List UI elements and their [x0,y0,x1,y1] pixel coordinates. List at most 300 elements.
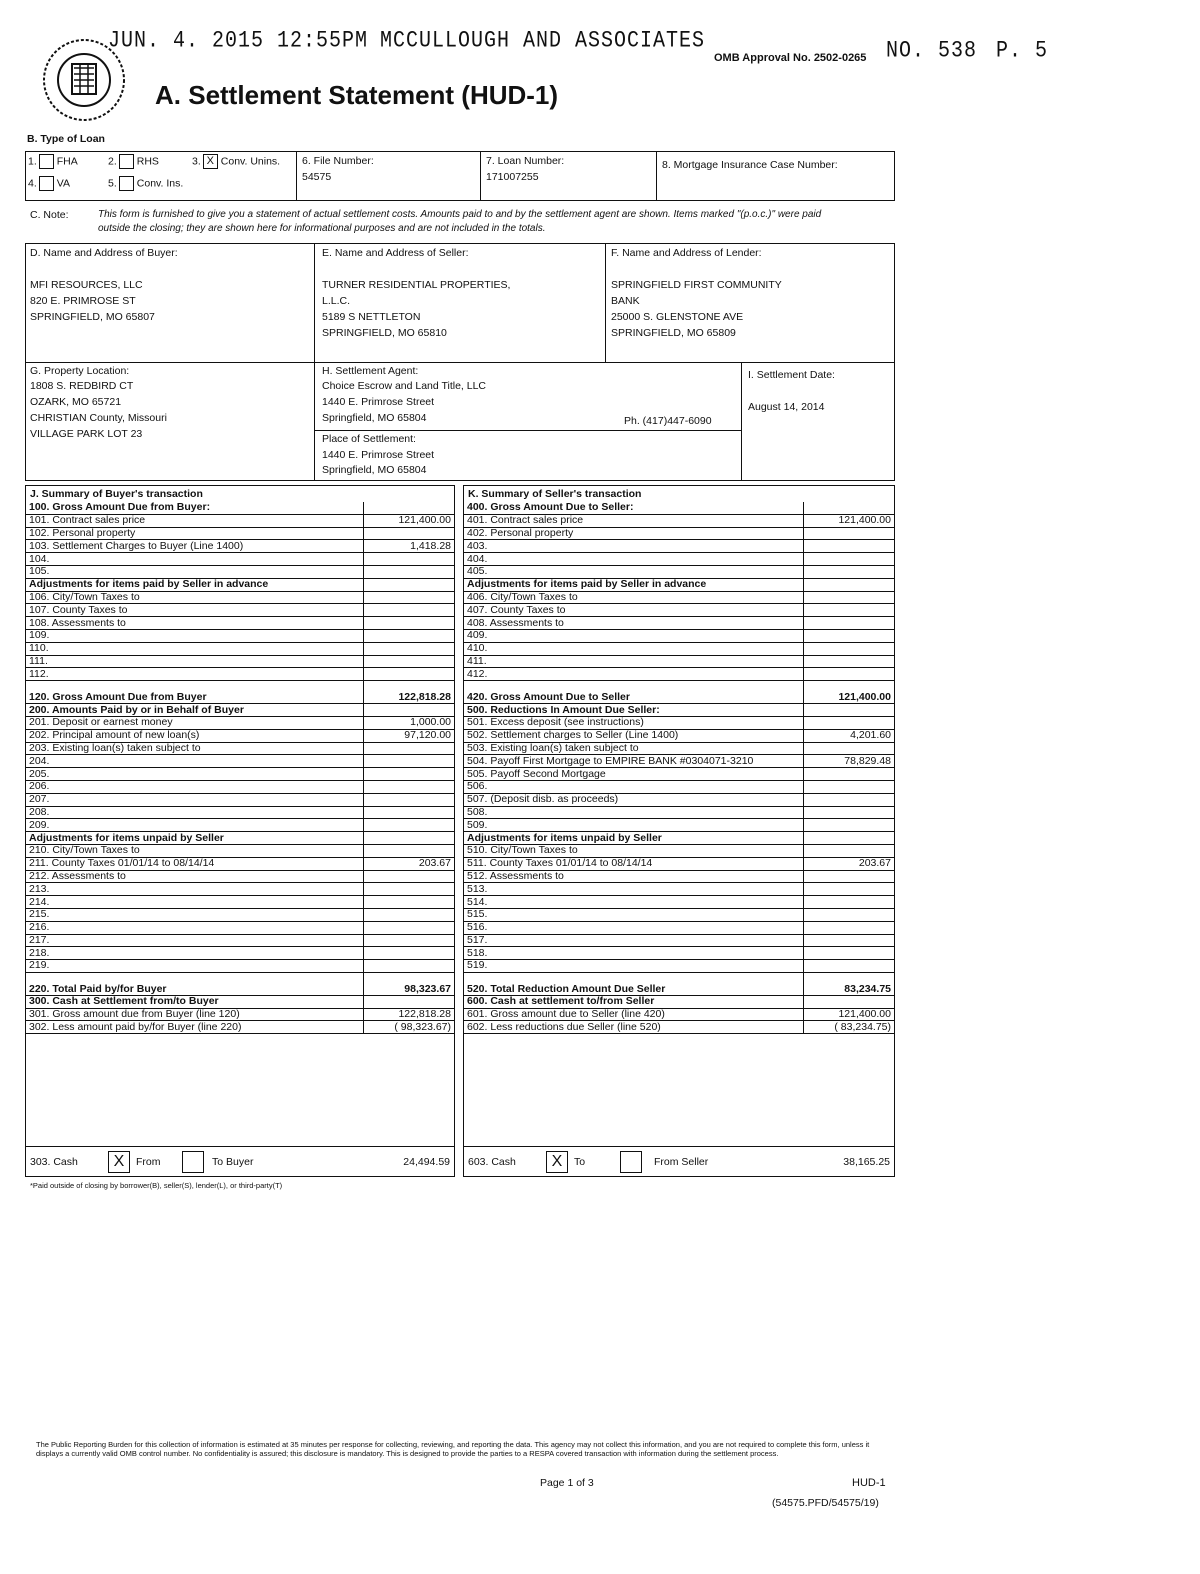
row-amount [364,832,455,845]
agent-label: H. Settlement Agent: [322,365,419,377]
summary-row [26,972,454,995]
row-amount [804,553,895,566]
row-label: 601. Gross amount due to Seller (line 420) [464,1008,804,1021]
row-amount [364,780,455,793]
summary-row [464,806,894,819]
row-amount: 122,818.28 [364,681,455,704]
row-label: 600. Cash at settlement to/from Seller [464,995,804,1008]
summary-row [464,617,894,630]
row-amount [364,844,455,857]
summary-row [464,870,894,883]
row-label: 204. [26,755,364,768]
summary-row [464,960,894,973]
row-label: 104. [26,553,364,566]
summary-row [464,629,894,642]
row-label: 502. Settlement charges to Seller (Line 1400) [464,729,804,742]
fax-sender: MCCULLOUGH AND ASSOCIATES [380,28,706,55]
row-label: 212. Assessments to [26,870,364,883]
summary-row [26,780,454,793]
agent-line-1: Choice Escrow and Land Title, LLC [322,380,487,392]
summary-row [464,578,894,591]
row-amount [804,934,895,947]
seller-cash-to-checkbox[interactable]: X [546,1151,568,1173]
summary-row [26,832,454,845]
summary-row [464,819,894,832]
row-label: 205. [26,768,364,781]
seller-cash-from-checkbox[interactable] [620,1151,642,1173]
summary-row [26,716,454,729]
row-label: 203. Existing loan(s) taken subject to [26,742,364,755]
row-label: 300. Cash at Settlement from/to Buyer [26,995,364,1008]
row-amount [804,947,895,960]
summary-row [26,960,454,973]
row-amount [364,819,455,832]
summary-row [464,1008,894,1021]
summary-row [26,540,454,553]
row-amount [804,704,895,717]
summary-row [464,681,894,704]
summary-row [464,972,894,995]
summary-row [26,768,454,781]
row-amount [804,995,895,1008]
row-amount: 122,818.28 [364,1008,455,1021]
note-text: This form is furnished to give you a statement of actual settlement costs. Amounts paid to and by the settlement agent are shown. Items marked "(p.o.c.)" were paid outside the closing; they are shown here for informational purposes and are not included in the totals. [98,209,822,234]
summary-row [26,947,454,960]
summary-row [26,578,454,591]
row-label: Adjustments for items paid by Seller in advance [464,578,804,591]
seller-label: E. Name and Address of Seller: [322,247,469,259]
fax-timestamp: JUN. 4. 2015 12:55PM [108,28,369,55]
row-amount [364,883,455,896]
row-amount [364,629,455,642]
row-label: 220. Total Paid by/for Buyer [26,972,364,995]
row-label: 404. [464,553,804,566]
row-label: 503. Existing loan(s) taken subject to [464,742,804,755]
summary-row [26,527,454,540]
row-label: 100. Gross Amount Due from Buyer: [26,502,364,514]
row-amount [804,870,895,883]
row-amount [364,553,455,566]
summary-row [26,514,454,527]
row-amount [804,883,895,896]
row-amount [364,742,455,755]
row-label: 400. Gross Amount Due to Seller: [464,502,804,514]
summary-row [464,908,894,921]
property-line-1: 1808 S. REDBIRD CT [30,380,134,392]
summary-row [464,704,894,717]
row-label: 210. City/Town Taxes to [26,844,364,857]
row-label: 520. Total Reduction Amount Due Seller [464,972,804,995]
row-label: 420. Gross Amount Due to Seller [464,681,804,704]
row-label: 515. [464,908,804,921]
row-amount: 98,323.67 [364,972,455,995]
row-amount [364,995,455,1008]
row-label: 106. City/Town Taxes to [26,591,364,604]
lender-line-4: SPRINGFIELD, MO 65809 [611,327,736,339]
row-amount [804,960,895,973]
agent-line-2: 1440 E. Primrose Street [322,396,435,408]
row-amount [364,755,455,768]
row-label: 507. (Deposit disb. as proceeds) [464,793,804,806]
loan-option-conv-unins[interactable]: 3. X Conv. Unins. [192,155,281,168]
row-label: 201. Deposit or earnest money [26,716,364,729]
row-label: 112. [26,668,364,681]
summary-row [464,934,894,947]
row-amount [804,896,895,909]
row-amount [364,768,455,781]
row-label: 103. Settlement Charges to Buyer (Line 1400) [26,540,364,553]
row-amount: 121,400.00 [804,681,895,704]
row-label: 512. Assessments to [464,870,804,883]
row-label: 403. [464,540,804,553]
row-amount [364,527,455,540]
property-label: G. Property Location: [30,365,130,377]
summary-row [26,995,454,1008]
summary-row [26,629,454,642]
buyer-summary-table [26,502,454,1034]
row-label: Adjustments for items unpaid by Seller [464,832,804,845]
row-label: 111. [26,655,364,668]
row-label: 202. Principal amount of new loan(s) [26,729,364,742]
fax-number: NO. 538 [886,38,978,65]
summary-row [26,934,454,947]
seller-cash-row [464,1146,894,1177]
row-label: 506. [464,780,804,793]
row-amount [804,793,895,806]
row-label: 509. [464,819,804,832]
summary-row [26,565,454,578]
summary-row [26,896,454,909]
row-label: 406. City/Town Taxes to [464,591,804,604]
row-amount [804,502,895,514]
row-label: 206. [26,780,364,793]
row-amount: 121,400.00 [804,514,895,527]
row-amount [804,844,895,857]
row-amount: 121,400.00 [804,1008,895,1021]
summary-row [26,681,454,704]
summary-row [26,604,454,617]
row-amount [804,655,895,668]
row-label: 514. [464,896,804,909]
row-label: 102. Personal property [26,527,364,540]
row-amount [364,617,455,630]
summary-row [26,755,454,768]
summary-row [464,921,894,934]
row-label: 519. [464,960,804,973]
row-label: 508. [464,806,804,819]
row-label: 110. [26,642,364,655]
file-number-label: 6. File Number: [302,155,374,167]
place-line-1: 1440 E. Primrose Street [322,449,435,461]
buyer-line-2: 820 E. PRIMROSE ST [30,295,136,307]
summary-row [464,502,894,514]
seller-line-4: SPRINGFIELD, MO 65810 [322,327,447,339]
form-id: HUD-1 [852,1477,886,1489]
row-amount [804,921,895,934]
mortgage-insurance-case-label: 8. Mortgage Insurance Case Number: [662,159,838,171]
summary-row [26,1021,454,1034]
summary-row [26,908,454,921]
row-label: 516. [464,921,804,934]
row-amount [804,565,895,578]
row-amount [804,527,895,540]
seller-cash-from-label: From Seller [654,1156,709,1168]
row-amount [804,908,895,921]
summary-row [464,832,894,845]
summary-row [26,742,454,755]
page-title: A. Settlement Statement (HUD-1) [155,80,559,110]
buyer-summary-heading: J. Summary of Buyer's transaction [30,488,203,500]
row-amount [364,565,455,578]
parties-block [25,243,895,481]
lender-line-2: BANK [611,295,640,307]
row-label: 217. [26,934,364,947]
row-label: 412. [464,668,804,681]
summary-row [464,844,894,857]
row-amount [804,604,895,617]
summary-row [464,742,894,755]
row-amount: 203.67 [364,857,455,870]
row-label: 411. [464,655,804,668]
summary-row [464,591,894,604]
row-amount [804,742,895,755]
row-label: 401. Contract sales price [464,514,804,527]
row-amount [804,642,895,655]
hud-seal-icon [38,34,130,126]
summary-row [464,793,894,806]
loan-number-label: 7. Loan Number: [486,155,565,167]
summary-row [26,704,454,717]
summary-row [464,642,894,655]
summary-row [26,642,454,655]
loan-number: 171007255 [486,171,539,183]
loan-type-heading: B. Type of Loan [27,133,105,145]
summary-row [464,857,894,870]
summary-row [26,793,454,806]
row-amount [364,908,455,921]
loan-option-fha[interactable]: 1. FHA [28,155,78,168]
row-amount [804,832,895,845]
summary-row [464,780,894,793]
row-amount [804,578,895,591]
buyer-cash-from-label: From [136,1156,161,1168]
row-label: 302. Less amount paid by/for Buyer (line 220) [26,1021,364,1034]
row-amount: 97,120.00 [364,729,455,742]
summary-row [26,1008,454,1021]
row-label: 301. Gross amount due from Buyer (line 120) [26,1008,364,1021]
buyer-cash-label: 303. Cash [30,1156,78,1168]
summary-row [464,565,894,578]
seller-line-3: 5189 S NETTLETON [322,311,421,323]
page-number: Page 1 of 3 [540,1477,594,1489]
row-label: 216. [26,921,364,934]
row-label: 208. [26,806,364,819]
paid-outside-note: *Paid outside of closing by borrower(B), seller(S), lender(L), or third-party(T) [30,1181,283,1190]
row-amount: 1,000.00 [364,716,455,729]
seller-line-1: TURNER RESIDENTIAL PROPERTIES, [322,279,511,291]
row-amount: 78,829.48 [804,755,895,768]
property-line-4: VILLAGE PARK LOT 23 [30,428,143,440]
row-amount: ( 98,323.67) [364,1021,455,1034]
fax-page: P. 5 [996,38,1049,65]
row-label: Adjustments for items unpaid by Seller [26,832,364,845]
row-label: 218. [26,947,364,960]
row-label: 105. [26,565,364,578]
row-amount [804,819,895,832]
lender-line-1: SPRINGFIELD FIRST COMMUNITY [611,279,782,291]
row-label: 402. Personal property [464,527,804,540]
summary-row [464,755,894,768]
summary-row [26,655,454,668]
buyer-label: D. Name and Address of Buyer: [30,247,178,259]
row-label: 408. Assessments to [464,617,804,630]
row-amount [364,578,455,591]
burden-statement: The Public Reporting Burden for this collection of information is estimated at 35 minutes per response for collecting, reviewing, and reporting the data. This agency may not collect this information, and you are not required to complete this form, unless it displays a currently valid OMB control number. No confidentiality is assured; this disclosure is mandatory. This is designed to provide the parties to a RESPA covered transaction with information during the settlement process. [36,1440,870,1458]
row-amount [364,960,455,973]
summary-row [464,527,894,540]
summary-row [26,668,454,681]
row-label: 207. [26,793,364,806]
row-amount: 203.67 [804,857,895,870]
loan-option-va[interactable]: 4. VA [28,177,70,190]
row-label: 108. Assessments to [26,617,364,630]
buyer-cash-row [26,1146,454,1177]
summary-row [464,668,894,681]
row-label: 505. Payoff Second Mortgage [464,768,804,781]
summary-row [26,844,454,857]
form-code: (54575.PFD/54575/19) [772,1497,879,1509]
agent-phone: Ph. (417)447-6090 [624,415,712,427]
buyer-line-1: MFI RESOURCES, LLC [30,279,143,291]
row-amount [364,793,455,806]
seller-summary-table [464,502,894,1034]
file-number: 54575 [302,171,332,183]
summary-row [464,947,894,960]
row-label: 510. City/Town Taxes to [464,844,804,857]
lender-label: F. Name and Address of Lender: [611,247,762,259]
summary-row [26,729,454,742]
row-label: 518. [464,947,804,960]
settlement-date: August 14, 2014 [748,401,825,413]
seller-cash-label: 603. Cash [468,1156,516,1168]
row-label: 107. County Taxes to [26,604,364,617]
row-label: 213. [26,883,364,896]
row-label: 219. [26,960,364,973]
buyer-cash-to-checkbox[interactable] [182,1151,204,1173]
summary-row [464,604,894,617]
summary-row [464,896,894,909]
row-amount: 83,234.75 [804,972,895,995]
omb-approval: OMB Approval No. 2502-0265 [714,52,867,64]
row-label: 513. [464,883,804,896]
row-label: 101. Contract sales price [26,514,364,527]
row-amount [804,806,895,819]
row-amount: ( 83,234.75) [804,1021,895,1034]
summary-row [26,857,454,870]
summary-row [26,883,454,896]
buyer-cash-from-checkbox[interactable]: X [108,1151,130,1173]
place-line-2: Springfield, MO 65804 [322,464,427,476]
summary-row [464,729,894,742]
summary-row [464,883,894,896]
row-amount [364,591,455,604]
place-label: Place of Settlement: [322,433,416,445]
buyer-summary [25,485,455,1177]
summary-row [26,617,454,630]
row-amount [364,642,455,655]
summary-row [26,921,454,934]
buyer-cash-amount: 24,494.59 [403,1156,450,1168]
row-label: 501. Excess deposit (see instructions) [464,716,804,729]
row-amount [804,629,895,642]
row-label: 511. County Taxes 01/01/14 to 08/14/14 [464,857,804,870]
row-amount [804,540,895,553]
summary-row [464,655,894,668]
loan-type-block [25,151,895,201]
row-label: 215. [26,908,364,921]
row-label: 407. County Taxes to [464,604,804,617]
row-amount [804,591,895,604]
settlement-date-label: I. Settlement Date: [748,369,835,381]
row-amount [364,604,455,617]
summary-row [26,806,454,819]
row-amount: 1,418.28 [364,540,455,553]
loan-option-rhs[interactable]: 2. RHS [108,155,159,168]
summary-row [26,553,454,566]
row-amount [364,806,455,819]
seller-line-2: L.L.C. [322,295,351,307]
seller-cash-amount: 38,165.25 [843,1156,890,1168]
row-amount [364,934,455,947]
summary-row [464,540,894,553]
seller-summary-heading: K. Summary of Seller's transaction [468,488,642,500]
row-label: 200. Amounts Paid by or in Behalf of Buyer [26,704,364,717]
row-label: 214. [26,896,364,909]
property-line-2: OZARK, MO 65721 [30,396,122,408]
row-label: 211. County Taxes 01/01/14 to 08/14/14 [26,857,364,870]
agent-line-3: Springfield, MO 65804 [322,412,427,424]
row-label: 410. [464,642,804,655]
row-amount [804,617,895,630]
row-amount [364,870,455,883]
row-label: 500. Reductions In Amount Due Seller: [464,704,804,717]
loan-option-conv-ins[interactable]: 5. Conv. Ins. [108,177,184,190]
row-label: 504. Payoff First Mortgage to EMPIRE BANK #0304071-3210 [464,755,804,768]
row-label: 517. [464,934,804,947]
row-label: 209. [26,819,364,832]
summary-row [26,591,454,604]
buyer-line-3: SPRINGFIELD, MO 65807 [30,311,155,323]
row-label: 409. [464,629,804,642]
row-amount [804,768,895,781]
row-amount [804,716,895,729]
lender-line-3: 25000 S. GLENSTONE AVE [611,311,744,323]
row-amount: 121,400.00 [364,514,455,527]
summary-row [464,1021,894,1034]
row-amount: 4,201.60 [804,729,895,742]
buyer-cash-to-label: To Buyer [212,1156,254,1168]
row-amount [364,668,455,681]
note-label: C. Note: [30,209,69,221]
row-label: 120. Gross Amount Due from Buyer [26,681,364,704]
row-amount [364,502,455,514]
row-amount [804,668,895,681]
row-label: 405. [464,565,804,578]
summary-row [464,716,894,729]
property-line-3: CHRISTIAN County, Missouri [30,412,167,424]
row-label: 109. [26,629,364,642]
row-amount [364,896,455,909]
